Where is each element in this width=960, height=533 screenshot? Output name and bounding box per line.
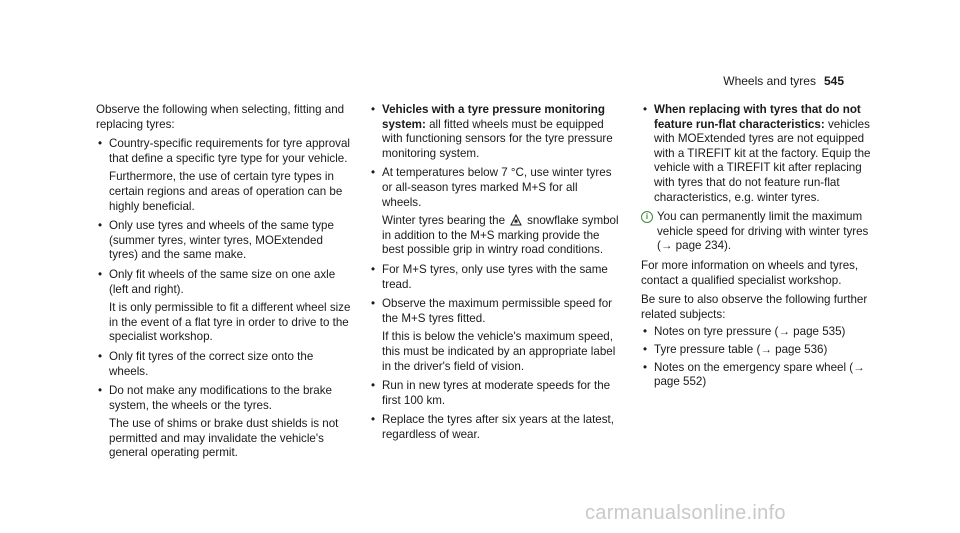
winter-text: At temperatures below 7 °C, use winter tyres or all-season tyres marked M+S for all wheels. bbox=[382, 166, 612, 209]
section-title: Wheels and tyres bbox=[723, 74, 816, 88]
list-item bbox=[96, 137, 354, 214]
speed-text: Observe the maximum permissible speed for the M+S tyres fitted. bbox=[382, 297, 613, 325]
page-header bbox=[723, 74, 844, 89]
snowflake-mountain-icon bbox=[510, 214, 522, 226]
list-item bbox=[96, 384, 354, 461]
related-link[interactable]: • Notes on tyre pressure (→ page 535) bbox=[641, 325, 881, 340]
list-item bbox=[369, 103, 619, 161]
more-info-text: For more information on wheels and tyres, contact a qualified specialist workshop. bbox=[641, 258, 859, 287]
list-item bbox=[369, 263, 619, 292]
intro-text: Observe the following when selecting, fitting and replacing tyres: bbox=[96, 103, 345, 131]
runflat-list bbox=[641, 103, 881, 205]
note-text: You can permanently limit the maximum vehicle speed for driving with winter tyres (→ page 234). bbox=[657, 210, 869, 253]
runin-text: Run in new tyres at moderate speeds for the first 100 km. bbox=[382, 379, 611, 407]
list-item-text: Do not make any modifications to the brake system, the wheels or the tyres. bbox=[109, 384, 332, 412]
column-middle bbox=[369, 103, 619, 442]
list-item-text: Country-specific requirements for tyre approval that define a specific tyre type for your vehicle. bbox=[109, 137, 350, 165]
see-also-text: Be sure to also observe the following further related subjects: bbox=[641, 293, 868, 321]
runflat-text: vehicles with MOExtended tyres are not equipped with a TIREFIT kit at the factory. Equip the vehicle with a TIREFIT kit after replacing with tyres that do not feature run-flat characteristics, e.g. winter tyres. bbox=[654, 117, 871, 204]
list-item-detail: It is only permissible to fit a different wheel size in the event of a flat tyre in order to drive to the specialist workshop. bbox=[109, 301, 351, 344]
list-item-text: Only fit wheels of the same size on one axle (left and right). bbox=[109, 267, 336, 296]
list-item-detail: The use of shims or brake dust shields is not permitted and may invalidate the vehicle's general operating permit. bbox=[109, 417, 339, 460]
info-icon: i bbox=[641, 211, 653, 223]
list-item-text: Only fit tyres of the correct size onto the wheels. bbox=[109, 349, 314, 378]
list-item-detail: Furthermore, the use of certain tyre types in certain regions and areas of operation can be highly beneficial. bbox=[109, 170, 343, 213]
speed-detail: If this is below the vehicle's maximum speed, this must be indicated by an appropriate label in the driver's field of vision. bbox=[382, 330, 616, 373]
runflat-title: When replacing with tyres that do not feature run-flat characteristics: bbox=[654, 103, 861, 131]
winter-detail bbox=[382, 214, 619, 258]
related-links-list bbox=[641, 325, 881, 389]
column-right bbox=[641, 103, 881, 390]
requirements-list bbox=[96, 137, 354, 461]
list-item bbox=[369, 297, 619, 374]
related-link[interactable]: • Tyre pressure table (→ page 536) bbox=[641, 343, 881, 358]
winter-detail-b: snowflake symbol in addition to the M+S marking provide the best possible grip in wintry road conditions. bbox=[382, 214, 619, 257]
column-left bbox=[96, 103, 354, 461]
list-item bbox=[641, 103, 881, 205]
list-item-text: Only use tyres and wheels of the same type (summer tyres, winter tyres, MOExtended tyres) and the same make. bbox=[109, 219, 334, 262]
list-item bbox=[96, 219, 354, 263]
ms-text: For M+S tyres, only use tyres with the same tread. bbox=[382, 262, 608, 291]
related-link[interactable]: • Notes on the emergency spare wheel (→ page 552) bbox=[641, 361, 881, 390]
list-item bbox=[369, 166, 619, 258]
replace-text: Replace the tyres after six years at the latest, regardless of wear. bbox=[382, 413, 614, 441]
watermark: carmanualsonline.info bbox=[585, 502, 786, 524]
list-item bbox=[96, 268, 354, 345]
winter-detail-a: Winter tyres bearing the bbox=[382, 214, 506, 228]
tpms-title: Vehicles with a tyre pressure monitoring system: bbox=[382, 103, 605, 131]
list-item bbox=[369, 379, 619, 408]
list-item bbox=[96, 350, 354, 379]
page-number: 545 bbox=[823, 74, 844, 88]
list-item bbox=[369, 413, 619, 442]
tyre-rules-list bbox=[369, 103, 619, 442]
note-block bbox=[641, 210, 881, 254]
tpms-text: all fitted wheels must be equipped with functioning sensors for the tyre pressure monitoring system. bbox=[382, 117, 613, 160]
